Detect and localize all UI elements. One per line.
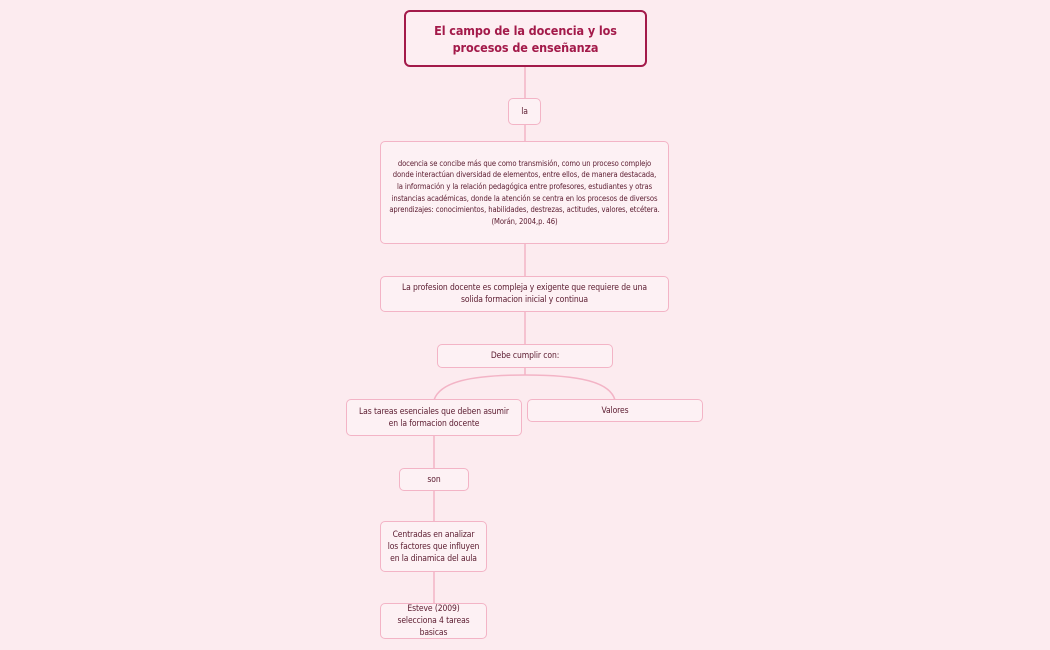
node-values-label: Valores (601, 405, 629, 416)
node-definition[interactable] (380, 141, 669, 244)
root-node-title[interactable] (404, 10, 647, 67)
node-essential-tasks-label: Las tareas esenciales que deben asumir en la formacion docente (359, 406, 509, 429)
node-esteve[interactable] (380, 603, 487, 639)
node-son[interactable] (399, 468, 469, 491)
node-must-comply[interactable] (437, 344, 613, 368)
connector-branch-values (525, 375, 615, 400)
node-definition-label: docencia se concibe más que como transmisión, como un proceso complejo donde interactúan diversidad de elementos, entre ellos, de manera destacada, la información y la relación pedagógica entre profesores, estudiantes y otras instancias académicas, donde la atención se centra en los procesos de diversos aprendizajes: conocimientos, habilidades, destrezas, actitudes, valores, etcétera. (Morán, 2004,p. 46) (389, 158, 660, 226)
node-must-comply-label: Debe cumplir con: (490, 351, 560, 361)
root-node-label: El campo de la docencia y los procesos de enseñanza (434, 22, 617, 55)
node-values[interactable] (527, 399, 703, 422)
connector-branch-tasks (434, 375, 525, 400)
node-centered[interactable] (380, 521, 487, 572)
node-son-label: son (427, 474, 441, 485)
node-la[interactable] (508, 98, 541, 125)
node-esteve-label: Esteve (2009) selecciona 4 tareas basicas (397, 604, 470, 638)
node-profession-label: La profesion docente es compleja y exigente que requiere de una solida formacion inicial y continua (401, 283, 647, 305)
node-profession[interactable] (380, 276, 669, 312)
node-centered-label: Centradas en analizar los factores que influyen en la dinamica del aula (387, 529, 480, 564)
node-la-label: la (521, 106, 528, 117)
node-essential-tasks[interactable] (346, 399, 522, 436)
